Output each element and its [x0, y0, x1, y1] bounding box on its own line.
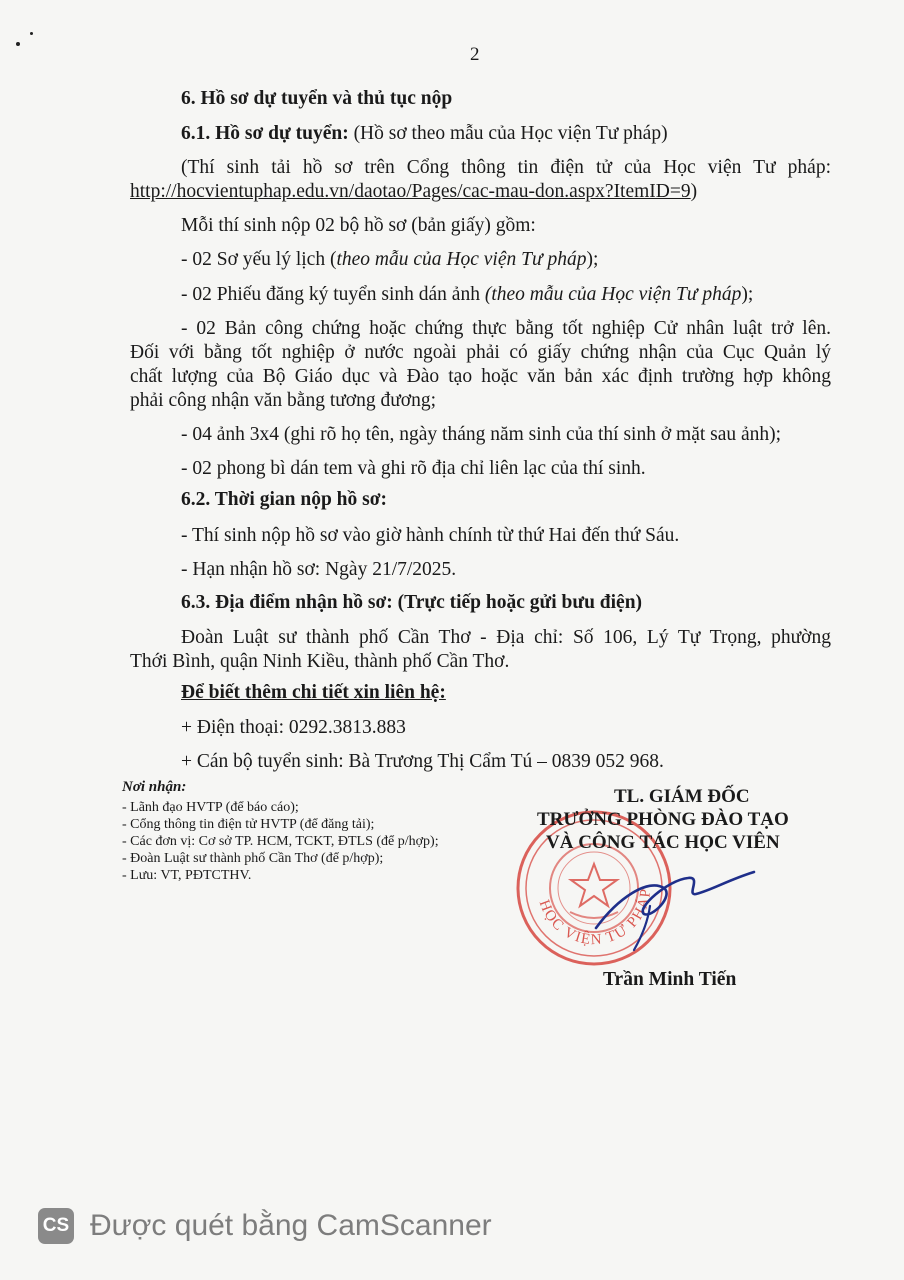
- camscanner-logo: CS: [38, 1208, 74, 1244]
- camscanner-watermark: Được quét bằng CamScanner: [90, 1209, 492, 1242]
- recipient-item: - Các đơn vị: Cơ sở TP. HCM, TCKT, ĐTLS (để p/hợp);: [122, 834, 439, 849]
- recipient-item: - Đoàn Luật sư thành phố Cần Thơ (để p/hợp);: [122, 851, 384, 866]
- handwritten-signature: [578, 858, 768, 958]
- submission-time: - Thí sinh nộp hồ sơ vào giờ hành chính từ thứ Hai đến thứ Sáu.: [181, 525, 680, 546]
- contact-officer: + Cán bộ tuyển sinh: Bà Trương Thị Cẩm Tú – 0839 052 968.: [181, 751, 664, 772]
- submission-address-continued: Thới Bình, quận Ninh Kiều, thành phố Cần Thơ.: [130, 651, 510, 672]
- requirement-item-continued: chất lượng của Bộ Giáo dục và Đào tạo hoặc văn bản xác định trường hợp không: [130, 366, 831, 387]
- download-url-line: [130, 180, 697, 204]
- url-close: ): [690, 181, 698, 202]
- stamp-text: HỌC VIỆN TƯ PHÁP: [535, 886, 655, 949]
- recipient-item: - Lưu: VT, PĐTCTHV.: [122, 868, 252, 883]
- requirement-item: - 02 Bản công chứng hoặc chứng thực bằng tốt nghiệp Cử nhân luật trở lên.: [181, 318, 831, 339]
- scan-speck: [30, 32, 33, 35]
- download-url-link[interactable]: http://hocvientuphap.edu.vn/daotao/Pages/cac-mau-don.aspx?ItemID=9: [130, 181, 691, 202]
- contact-phone: + Điện thoại: 0292.3813.883: [181, 717, 406, 738]
- recipient-item: - Lãnh đạo HVTP (để báo cáo);: [122, 800, 299, 815]
- subsection-heading: 6.3. Địa điểm nhận hồ sơ: (Trực tiếp hoặc gửi bưu điện): [181, 592, 643, 613]
- requirement-item: - 02 phong bì dán tem và ghi rõ địa chỉ liên lạc của thí sinh.: [181, 458, 646, 479]
- scan-speck: [16, 42, 20, 46]
- signer-name: Trần Minh Tiến: [603, 969, 737, 990]
- requirements-intro: Mỗi thí sinh nộp 02 bộ hồ sơ (bản giấy) gồm:: [181, 215, 536, 236]
- submission-address: Đoàn Luật sư thành phố Cần Thơ - Địa chỉ: Số 106, Lý Tự Trọng, phường: [181, 627, 831, 648]
- contact-heading: Để biết thêm chi tiết xin liên hệ:: [181, 682, 446, 703]
- signature-title-3: VÀ CÔNG TÁC HỌC VIÊN: [546, 832, 780, 853]
- section-heading: 6. Hồ sơ dự tuyển và thủ tục nộp: [181, 88, 453, 109]
- requirement-item-continued: Đối với bằng tốt nghiệp ở nước ngoài phải có giấy chứng nhận của Cục Quản lý: [130, 342, 831, 363]
- requirement-item-continued: phải công nhận văn bằng tương đương;: [130, 390, 437, 411]
- requirement-item: - 04 ảnh 3x4 (ghi rõ họ tên, ngày tháng năm sinh của thí sinh ở mặt sau ảnh);: [181, 424, 782, 445]
- recipients-list: [122, 799, 439, 884]
- page-number: 2: [470, 44, 480, 65]
- subsection-heading: 6.2. Thời gian nộp hồ sơ:: [181, 489, 388, 510]
- signature-title-2: TRƯỞNG PHÒNG ĐÀO TẠO: [537, 809, 789, 830]
- recipients-heading: Nơi nhận:: [122, 779, 187, 795]
- requirement-item: - 02 Sơ yếu lý lịch (theo mẫu của Học viện Tư pháp);: [181, 249, 599, 270]
- download-instruction: (Thí sinh tải hồ sơ trên Cổng thông tin điện tử của Học viện Tư pháp:: [181, 157, 831, 178]
- recipient-item: - Cổng thông tin điện tử HVTP (để đăng tải);: [122, 817, 375, 832]
- signature-title-1: TL. GIÁM ĐỐC: [614, 786, 750, 807]
- subsection-heading: 6.1. Hồ sơ dự tuyển:: [181, 123, 349, 144]
- subsection-6-1: [181, 122, 668, 146]
- heading-note: (Hồ sơ theo mẫu của Học viện Tư pháp): [348, 123, 668, 144]
- submission-deadline: - Hạn nhận hồ sơ: Ngày 21/7/2025.: [181, 559, 457, 580]
- requirement-item: - 02 Phiếu đăng ký tuyển sinh dán ảnh (theo mẫu của Học viện Tư pháp);: [181, 284, 754, 305]
